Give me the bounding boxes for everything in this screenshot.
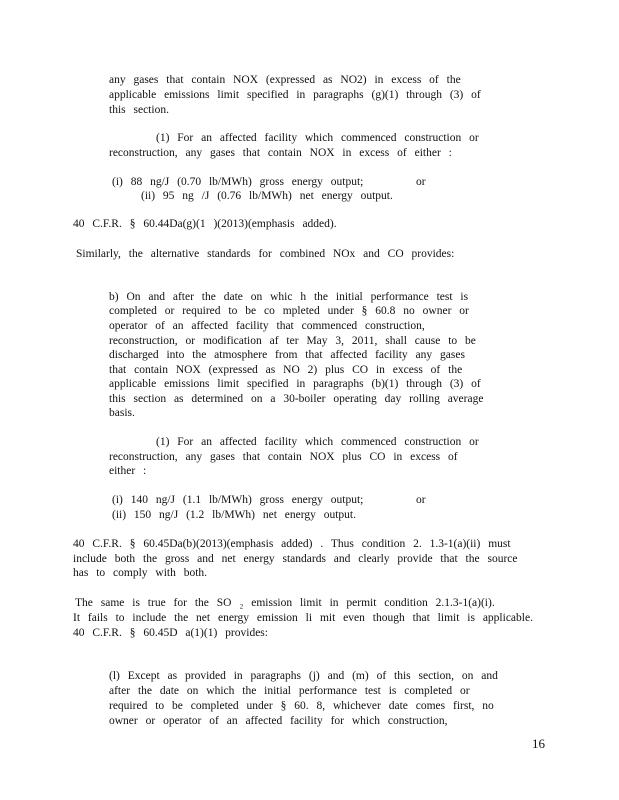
quote-line: (1) For an affected facility which commenced construction or [156,132,479,144]
citation: 40 C.F.R. § 60.44Da(g)(1 )(2013)(emphasis added). [73,218,337,230]
quote-line: owner or operator of an affected facility for which construction, [109,715,448,727]
quote-line: (1) For an affected facility which commenced construction or [156,436,479,448]
quote-line: basis. [109,407,135,419]
quote-line: after the date on which the initial performance test is completed or [109,685,470,697]
page-number: 16 [532,736,545,751]
body-line: 40 C.F.R. § 60.45D a(1)(1) provides: [73,627,268,639]
item-ii: (ii) 150 ng/J (1.2 lb/MWh) net energy output. [112,509,356,521]
quote-line: this section as determined on a 30-boiler operating day rolling average [109,393,484,405]
quote-line: any gases that contain NOX (expressed as NO2) in excess of the [109,74,461,86]
quote-line: applicable emissions limit specified in paragraphs (g)(1) through (3) of [109,89,481,101]
body-line: include both the gross and net energy standards and clearly provide that the source [73,553,518,565]
item-or: or [416,176,426,188]
quote-line: reconstruction, or modification af ter May 3, 2011, shall cause to be [109,335,476,347]
body-line: It fails to include the net energy emission li mit even though that limit is applicable. [73,612,533,624]
body-paragraph: Similarly, the alternative standards for combined NOx and CO provides: [76,248,455,260]
quote-line: discharged into the atmosphere from that affected facility any gases [109,349,465,361]
quote-line: required to be completed under § 60. 8, whichever date comes first, no [109,700,494,712]
quote-line: b) On and after the date on whic h the initial performance test is [109,291,469,303]
quote-line: either : [109,465,147,477]
body-line: has to comply with both. [73,567,208,579]
quote-line: applicable emissions limit specified in paragraphs (b)(1) through (3) of [109,378,481,390]
item-ii: (ii) 95 ng /J (0.76 lb/MWh) net energy output. [141,190,393,202]
item-or: or [416,494,426,506]
quote-line: that contain NOX (expressed as NO 2) plus CO in excess of the [109,364,463,376]
item-i: (i) 140 ng/J (1.1 lb/MWh) gross energy output; [112,494,364,506]
quote-line: (l) Except as provided in paragraphs (j) and (m) of this section, on and [109,670,498,682]
body-line: 40 C.F.R. § 60.45Da(b)(2013)(emphasis added) . Thus condition 2. 1.3-1(a)(ii) must [73,538,511,550]
item-i: (i) 88 ng/J (0.70 lb/MWh) gross energy output; [112,176,364,188]
quote-line: operator of an affected facility that commenced construction, [109,320,425,332]
quote-line: reconstruction, any gases that contain NOX in excess of either : [109,147,452,159]
body-line: The same is true for the SO ₂ emission limit in permit condition 2.1.3-1(a)(i). [75,597,495,609]
quote-line: completed or required to be co mpleted under § 60.8 no owner or [109,305,469,317]
quote-line: reconstruction, any gases that contain NOX plus CO in excess of [109,451,458,463]
quote-line: this section. [109,104,169,116]
